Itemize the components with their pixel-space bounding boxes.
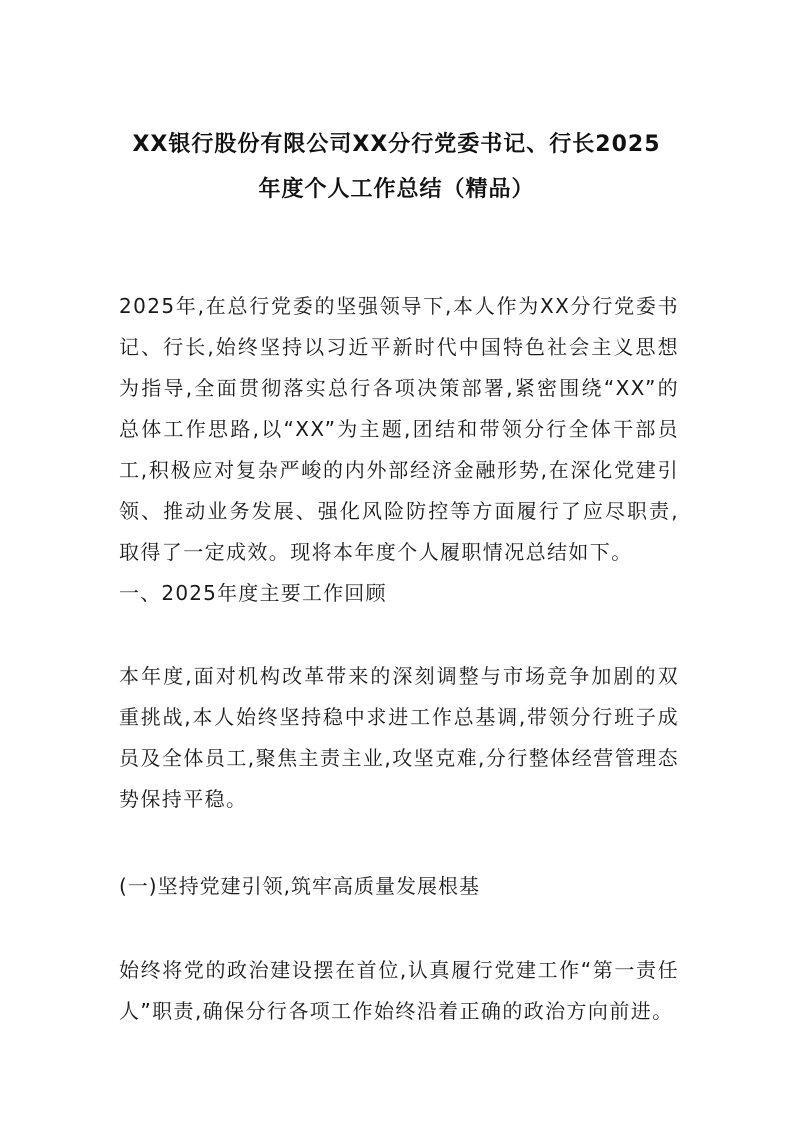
- subsection-heading-party-building: (一)坚持党建引领,筑牢高质量发展根基: [119, 874, 480, 898]
- section-heading-review: 一、2025年度主要工作回顾: [119, 581, 387, 605]
- document-title-line-1: XX银行股份有限公司XX分行党委书记、行长2025: [132, 132, 661, 157]
- review-paragraph: 本年度,面对机构改革带来的深刻调整与市场竞争加剧的双重挑战,本人始终坚持稳中求进工作总基调,带领分行班子成员及全体员工,聚焦主责主业,攻坚克难,分行整体经营管理态势保持平稳。: [119, 664, 679, 811]
- party-building-paragraph: 始终将党的政治建设摆在首位,认真履行党建工作“第一责任人”职责,确保分行各项工作始终沿着正确的政治方向前进。: [119, 958, 679, 1023]
- intro-paragraph: 2025年,在总行党委的坚强领导下,本人作为XX分行党委书记、行长,始终坚持以习近平新时代中国特色社会主义思想为指导,全面贯彻落实总行各项决策部署,紧密围绕“XX”的总体工作思路,以“XX”为主题,团结和带领分行全体干部员工,积极应对复杂严峻的内外部经济金融形势,在深化党建引领、推动业务发展、强化风险防控等方面履行了应尽职责,取得了一定成效。现将本年度个人履职情况总结如下。: [119, 294, 679, 564]
- document-title-line-2: 年度个人工作总结（精品）: [258, 177, 535, 202]
